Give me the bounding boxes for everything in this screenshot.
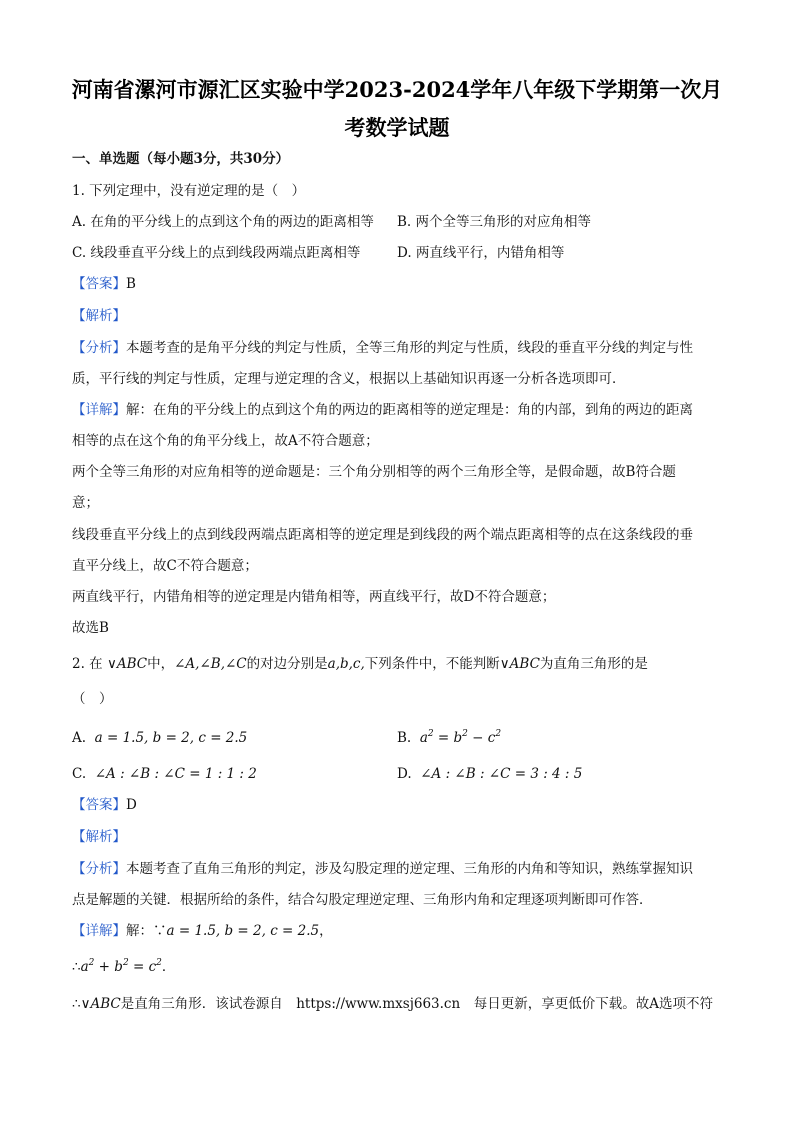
detail-math: $a^2 + b^2 = c^2$ [80, 958, 162, 975]
sides-math: a,b,c, [327, 656, 365, 672]
q1-fenxi-line2: 质，平行线的判定与性质，定理与逆定理的含义，根据以上基础知识再逐一分析各选项即可． [72, 371, 626, 387]
page-title-line1: 河南省漯河市源汇区实验中学2023-2024学年八年级下学期第一次月 [71, 77, 723, 102]
q2-answer [72, 796, 137, 814]
q1-option-b: B. 两个全等三角形的对应角相等 [397, 214, 592, 230]
section-heading: 一、单选题（每小题3分，共30分） [72, 151, 290, 167]
q1-detail-line4: 意； [72, 495, 99, 511]
answer-value: D [126, 797, 137, 813]
detail-text: 解：∵ [126, 923, 167, 939]
q1-option-d: D. 两直线平行，内错角相等 [397, 245, 565, 261]
q2-stem-part: 为直角三角形的是 [539, 656, 648, 672]
fenxi-tag: 【分析】 [72, 340, 126, 356]
answer-value: B [126, 276, 136, 292]
q2-analysis-tag: 【解析】 [72, 829, 126, 845]
q2-stem-line2: （ ） [72, 691, 113, 707]
q2-detail-line1 [72, 922, 333, 940]
q2-option-d [397, 765, 582, 783]
q2-fenxi-line1 [72, 860, 693, 878]
fenxi-text: 本题考查了直角三角形的判定，涉及勾股定理的逆定理、三角形的内角和等知识，熟练掌握知识 [126, 861, 693, 877]
q1-detail-line1 [72, 401, 693, 419]
detail-tag: 【详解】 [72, 923, 126, 939]
triangle-symbol: ∨ABC [80, 996, 121, 1012]
option-label: D. [397, 766, 412, 782]
q2-stem-line1 [72, 655, 648, 673]
q2-option-c [72, 765, 257, 783]
q2-detail-line3 [72, 995, 713, 1013]
q1-option-a: A. 在角的平分线上的点到这个角的两边的距离相等 [72, 214, 374, 230]
q2-stem-part: 2. 在 [72, 656, 103, 672]
therefore-symbol: ∴ [72, 996, 81, 1012]
detail-math: a = 1.5, b = 2, c = 2.5 [166, 923, 320, 939]
option-math: a = 1.5, b = 2, c = 2.5 [94, 730, 248, 746]
option-label: B. [397, 730, 412, 746]
q1-detail-line2: 相等的点在这个角的角平分线上，故A不符合题意； [72, 433, 379, 449]
answer-tag: 【答案】 [72, 797, 126, 813]
q1-fenxi-line1 [72, 339, 693, 357]
fenxi-tag: 【分析】 [72, 861, 126, 877]
q1-detail-line8: 故选B [72, 620, 109, 636]
option-math: ∠A : ∠B : ∠C = 1 : 1 : 2 [94, 766, 257, 782]
detail-text: 解：在角的平分线上的点到这个角的两边的距离相等的逆定理是：角的内部，到角的两边的距离 [126, 402, 693, 418]
option-label: A. [72, 730, 87, 746]
detail-text: ， [319, 923, 333, 939]
q1-stem: 1. 下列定理中，没有逆定理的是（ ） [72, 183, 306, 199]
therefore-symbol: ∴ [72, 959, 81, 975]
angles-math: ∠A,∠B,∠C [174, 656, 247, 672]
q1-detail-line6: 直平分线上，故C不符合题意； [72, 558, 258, 574]
q2-stem-part: 的对边分别是 [246, 656, 328, 672]
q2-fenxi-line2: 点是解题的关键．根据所给的条件，结合勾股定理逆定理、三角形内角和定理逐项判断即可作答． [72, 892, 653, 908]
fenxi-text: 本题考查的是角平分线的判定与性质，全等三角形的判定与性质，线段的垂直平分线的判定与性 [126, 340, 693, 356]
q2-stem-part: 中， [147, 656, 175, 672]
triangle-symbol: ∨ABC [106, 656, 148, 672]
q2-detail-line2: $\therefore a^2 + b^2 = c^2$． [72, 958, 176, 975]
q1-detail-line7: 两直线平行，内错角相等的逆定理是内错角相等，两直线平行，故D不符合题意； [72, 589, 556, 605]
q1-option-c: C. 线段垂直平分线上的点到线段两端点距离相等 [72, 245, 361, 261]
q2-option-b [397, 729, 501, 747]
q2-option-a [72, 729, 247, 747]
option-label: C. [72, 766, 87, 782]
detail-text: 是直角三角形．该试卷源自 https://www.mxsj663.cn 每日更新，享更低价下载。故A选项不符 [120, 996, 713, 1012]
q2-stem-part: 下列条件中，不能判断 [364, 656, 500, 672]
option-math: $a^2 = b^2 - c^2$ [419, 729, 502, 746]
detail-tag: 【详解】 [72, 402, 126, 418]
q1-analysis-tag: 【解析】 [72, 308, 126, 324]
triangle-symbol: ∨ABC [499, 656, 540, 672]
q1-detail-line3: 两个全等三角形的对应角相等的逆命题是：三个角分别相等的两个三角形全等，是假命题，故B符合题 [72, 464, 676, 480]
page-title-line2: 考数学试题 [344, 115, 450, 140]
q1-detail-line5: 线段垂直平分线上的点到线段两端点距离相等的逆定理是到线段的两个端点距离相等的点在这条线段的垂 [72, 527, 693, 543]
option-math: ∠A : ∠B : ∠C = 3 : 4 : 5 [420, 766, 583, 782]
q1-answer [72, 275, 136, 293]
answer-tag: 【答案】 [72, 276, 126, 292]
